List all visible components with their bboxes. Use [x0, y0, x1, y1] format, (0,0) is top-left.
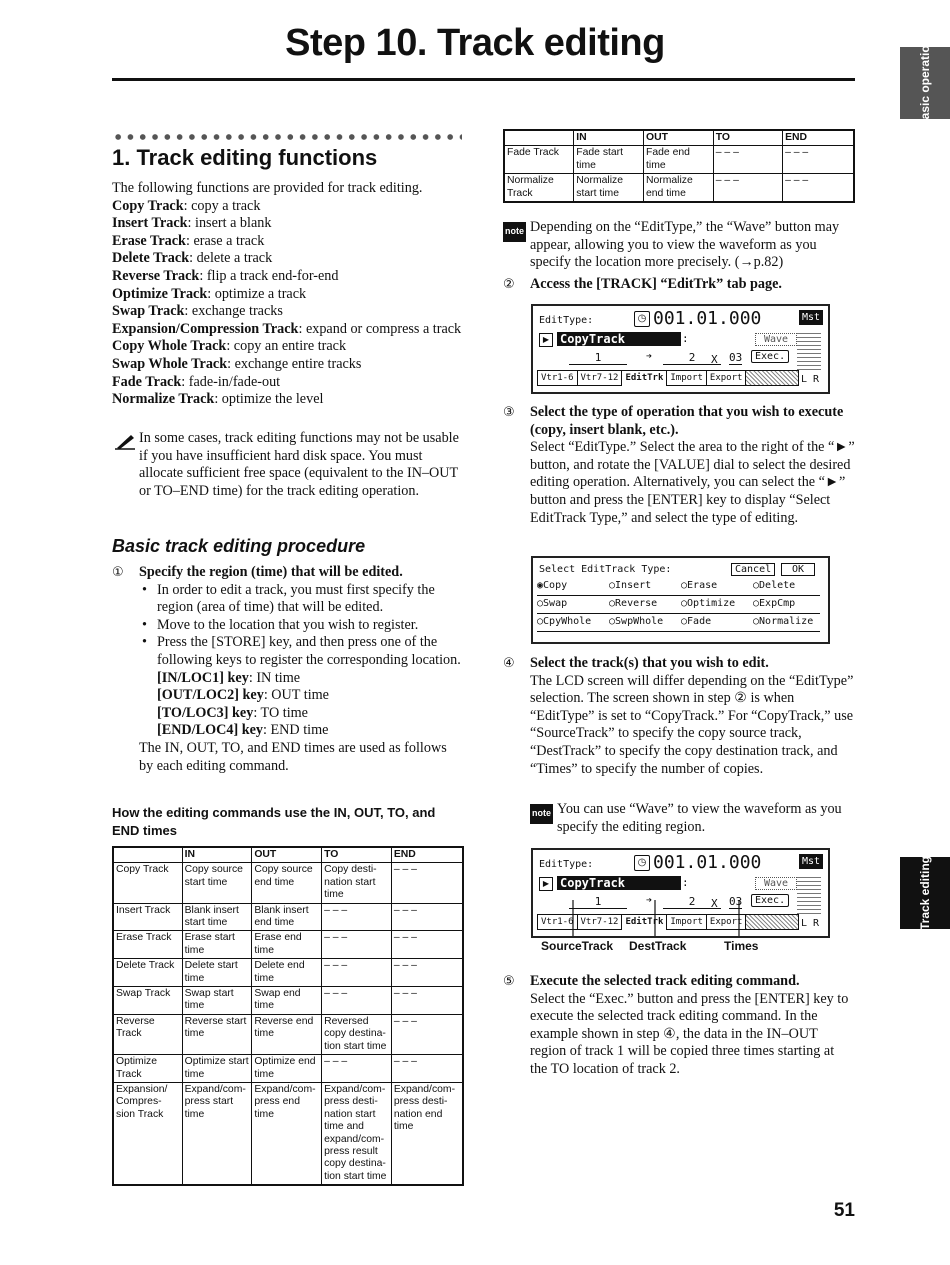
function-item [112, 198, 464, 216]
note-icon: note [530, 804, 553, 824]
radio-icon: ○ [609, 598, 616, 609]
lcd-tab[interactable]: Vtr1-6 [537, 914, 578, 930]
function-name: Reverse Track [112, 267, 200, 284]
function-name: Copy Track [112, 197, 184, 214]
procedure-heading: Basic track editing procedure [112, 536, 366, 556]
table-cell: – – – [322, 931, 392, 959]
step3-block [503, 404, 855, 527]
function-name: Expansion/Compression Track [112, 320, 299, 337]
note2-text: You can use “Wave” to view the waveform as you specify the editing region. [557, 801, 842, 835]
level-meter [797, 332, 821, 370]
table-row [113, 863, 463, 903]
intro-text: The following functions are provided for track editing. [112, 180, 423, 196]
note-icon: note [503, 222, 526, 242]
title-rule [112, 78, 855, 81]
option-swpwhole[interactable] [609, 616, 663, 627]
select-edittrack-dialog [531, 556, 830, 644]
note1-block [503, 219, 855, 272]
key-desc: : OUT time [263, 687, 329, 704]
note2-block [530, 801, 855, 836]
edittype-label: EditType: [539, 315, 594, 326]
step4-title: Select the track(s) that you wish to edit. [530, 655, 769, 671]
option-insert[interactable] [609, 580, 651, 591]
lcd-tab[interactable]: EditTrk [621, 914, 667, 930]
function-desc: : copy an entire track [226, 338, 347, 355]
option-expcmp[interactable] [753, 598, 795, 609]
function-item [112, 356, 464, 374]
key-item [157, 687, 464, 705]
lcd-tab[interactable]: EditTrk [621, 370, 667, 386]
tab-bar-fill [745, 370, 799, 386]
step1-title: Specify the region (time) that will be edited. [139, 564, 403, 580]
option-copy[interactable] [537, 580, 567, 591]
function-item [112, 321, 464, 339]
step4-text: The LCD screen will differ depending on the “EditType” selection. The screen shown in step ② is when “EditType” is set to “CopyTrack.” For “CopyTrack,” use “SourceTrack” to specify the copy source track, “DestTrack” to specify the copy destination track, and “Times” to specify the number of copies. [530, 672, 854, 777]
table-cell: – – – [391, 1014, 463, 1054]
lcd-edittrk-screen [531, 304, 830, 394]
step2-number: ② [503, 277, 515, 292]
ok-button[interactable]: OK [781, 563, 815, 576]
radio-icon: ○ [753, 616, 760, 627]
master-badge: Mst [799, 854, 823, 869]
exec-button[interactable]: Exec. [751, 350, 789, 363]
option-label: CpyWhole [543, 616, 592, 627]
dialog-title: Select EditTrack Type: [539, 564, 672, 575]
table-cell: Expand/com-press desti-nation end time [391, 1082, 463, 1185]
table-header [504, 130, 574, 146]
table-cell: Erase Track [113, 931, 182, 959]
step1-bullet: In order to edit a track, you must first specify the region (area of time) that will be edited. [157, 581, 435, 616]
function-desc: : flip a track end-for-end [199, 267, 339, 284]
radio-icon: ○ [753, 580, 760, 591]
table-row [504, 174, 854, 202]
function-item [112, 338, 464, 356]
caution-text: In some cases, track editing functions may not be usable if you have insufficient hard disk space. You must allocate sufficient free space (equivalent to the IN–OUT or TO–END time) for the track editing operation. [139, 430, 459, 499]
function-desc: : exchange entire tracks [227, 355, 362, 372]
table-header: IN [574, 130, 644, 146]
table-cell: Reverse end time [252, 1014, 322, 1054]
table-row [113, 903, 463, 931]
radio-icon: ○ [609, 580, 616, 591]
option-label: Reverse [615, 598, 658, 609]
function-name: Swap Whole Track [112, 355, 228, 372]
radio-icon: ○ [537, 616, 544, 627]
table-header: END [783, 130, 854, 146]
key-name: [END/LOC4] key [157, 722, 264, 739]
clock-icon: ◷ [634, 311, 650, 327]
table-cell: – – – [322, 903, 392, 931]
function-name: Delete Track [112, 250, 190, 267]
table-cell: – – – [391, 931, 463, 959]
function-name: Copy Whole Track [112, 338, 227, 355]
section-dots [112, 133, 462, 141]
step1-block: ① Specify the region (time) that will be edited. • In order to edit a track, you must first specify the region (area of time) that will be edited. • Move to the location that you wish to register. • Press the [STORE] key, and then press one of the following keys to register the corresponding location. [IN/LOC1] key: IN time [OUT/LOC2] key: OUT time [TO/LOC3] key: TO time [END/LOC4] key: END time The IN, OUT, TO, and END times are used as follows by each editing command. [112, 564, 464, 775]
key-name: [TO/LOC3] key [157, 704, 254, 721]
table-cell: – – – [713, 174, 782, 202]
edittype-value[interactable]: CopyTrack [557, 876, 681, 890]
functions-list [112, 180, 464, 409]
function-desc: : expand or compress a track [298, 320, 462, 337]
table-cell: Erase start time [182, 931, 252, 959]
callout-source-track: SourceTrack [541, 939, 614, 953]
callout-lines [531, 900, 791, 940]
table-cell: Copy source end time [252, 863, 322, 903]
edittype-value[interactable]: CopyTrack [557, 332, 681, 346]
key-name: [IN/LOC1] key [157, 669, 249, 686]
side-tab-track-editing [900, 857, 950, 929]
table-cell: Expand/com-press end time [252, 1082, 322, 1185]
callout-dest-track: DestTrack [629, 939, 687, 953]
function-desc: : insert a blank [187, 215, 272, 232]
table-cell: Normalize Track [504, 174, 574, 202]
option-optimize[interactable] [681, 598, 735, 609]
table-cell: – – – [322, 1055, 392, 1083]
times-field[interactable]: 03 [729, 895, 743, 908]
wave-button[interactable]: Wave [755, 877, 797, 890]
table-cell: Copy Track [113, 863, 182, 903]
function-desc: : optimize the level [214, 391, 324, 408]
function-name: Erase Track [112, 232, 186, 249]
option-label: Optimize [687, 598, 736, 609]
option-label: Delete [759, 580, 796, 591]
table-cell: Insert Track [113, 903, 182, 931]
arrow-icon: ➔ [646, 351, 653, 362]
step3-text: Select “EditType.” Select the area to the right of the “►” button, and rotate the [VALUE] dial to select the desired editing operation. Alternatively, you can select the “►” button and press the [ENTER] key to display “Select EditTrack Type,” and select the type of editing. [530, 439, 855, 526]
function-item [112, 286, 464, 304]
table-cell: Delete start time [182, 959, 252, 987]
section-heading: 1. Track editing functions [112, 145, 378, 170]
option-label: Copy [543, 580, 568, 591]
table-cell: Fade Track [504, 146, 574, 174]
table-cell: Reversed copy destina-tion start time [322, 1014, 392, 1054]
table-heading: How the editing commands use the IN, OUT, TO, and END times [112, 805, 436, 838]
table-cell: Expand/com-press start time [182, 1082, 252, 1185]
option-row-divider [537, 631, 820, 632]
step4-number: ④ [503, 656, 515, 671]
step5-block [503, 973, 855, 1079]
step1-after: The IN, OUT, TO, and END times are used as follows by each editing command. [139, 739, 447, 774]
radio-icon: ○ [681, 580, 688, 591]
step2-title: Access the [TRACK] “EditTrk” tab page. [530, 276, 782, 292]
side-tab-label: Basic operation [918, 37, 932, 129]
function-item [112, 374, 464, 392]
table-cell: Erase end time [252, 931, 322, 959]
function-desc: : delete a track [189, 250, 273, 267]
table-cell: Normalize start time [574, 174, 644, 202]
table-cell: Blank insert end time [252, 903, 322, 931]
table-cell: Expansion/ Compres-sion Track [113, 1082, 182, 1185]
option-label: Normalize [759, 616, 814, 627]
table-cell: Delete end time [252, 959, 322, 987]
pencil-icon [114, 432, 136, 450]
times-x: X [711, 353, 718, 366]
radio-icon: ◉ [537, 580, 544, 591]
side-tab-basic-operation [900, 37, 950, 129]
table-row [113, 959, 463, 987]
table-cell: Optimize start time [182, 1055, 252, 1083]
lcd-tab[interactable]: Vtr7-12 [577, 370, 623, 386]
table-cell: – – – [391, 959, 463, 987]
option-row-divider [537, 613, 820, 614]
arrow-icon: ➔ [646, 895, 653, 906]
radio-icon: ○ [753, 598, 760, 609]
lcd-tab[interactable]: Import [666, 370, 707, 386]
source-track-field[interactable]: 1 [569, 895, 627, 909]
table-cell: Fade end time [644, 146, 714, 174]
table-cell: Copy source start time [182, 863, 252, 903]
dest-track-field[interactable]: 2 [663, 351, 721, 365]
option-label: Swap [543, 598, 568, 609]
table-cell: Fade start time [574, 146, 644, 174]
clock-icon: ◷ [634, 855, 650, 871]
function-name: Normalize Track [112, 391, 215, 408]
key-item [157, 670, 464, 688]
edittype-play-button[interactable]: ▶ [539, 333, 553, 347]
table-cell: Blank insert start time [182, 903, 252, 931]
function-item [112, 391, 464, 409]
table-row [113, 1055, 463, 1083]
table-row [113, 987, 463, 1015]
radio-icon: ○ [537, 598, 544, 609]
radio-icon: ○ [681, 598, 688, 609]
function-item [112, 268, 464, 286]
function-desc: : optimize a track [207, 285, 307, 302]
step1-bullet: Move to the location that you wish to register. [157, 616, 419, 633]
lcd-tab[interactable]: Export [706, 914, 747, 930]
table-cell: – – – [322, 987, 392, 1015]
wave-button[interactable]: Wave [755, 333, 797, 346]
table-cell: Normalize end time [644, 174, 714, 202]
time-display: 001.01.000 [653, 308, 762, 329]
times-field[interactable]: 03 [729, 351, 743, 364]
step1-number: ① [112, 565, 124, 580]
lcd-tab[interactable]: Vtr7-12 [577, 914, 623, 930]
table-cell: Delete Track [113, 959, 182, 987]
function-name: Insert Track [112, 215, 188, 232]
table-cell: Swap Track [113, 987, 182, 1015]
table-header: OUT [252, 847, 322, 863]
lr-label: L R [801, 374, 820, 385]
table-header: OUT [644, 130, 714, 146]
table-cell: Swap end time [252, 987, 322, 1015]
option-grid [537, 580, 820, 636]
option-reverse[interactable] [609, 598, 657, 609]
table-row [504, 146, 854, 174]
function-desc: : copy a track [183, 197, 261, 214]
step4-block [503, 655, 855, 778]
side-tab-label: Track editing [918, 855, 932, 931]
step3-number: ③ [503, 405, 515, 420]
option-label: Fade [687, 616, 712, 627]
edittype-play-button[interactable]: ▶ [539, 877, 553, 891]
edit-commands-table [112, 846, 464, 1186]
table-cell: Copy desti-nation start time [322, 863, 392, 903]
function-item [112, 215, 464, 233]
option-swap[interactable] [537, 598, 567, 609]
source-track-field[interactable]: 1 [569, 351, 627, 365]
option-label: Insert [615, 580, 652, 591]
edit-commands-table-continued [503, 129, 855, 203]
table-header: TO [713, 130, 782, 146]
table-cell: – – – [783, 174, 854, 202]
table-cell: Reverse Track [113, 1014, 182, 1054]
function-desc: : fade-in/fade-out [181, 373, 281, 390]
table-cell: – – – [391, 1055, 463, 1083]
lcd-tab[interactable]: Import [666, 914, 707, 930]
step5-number: ⑤ [503, 974, 515, 989]
table-cell: – – – [391, 863, 463, 903]
radio-icon: ○ [609, 616, 616, 627]
step5-title: Execute the selected track editing command. [530, 973, 800, 989]
table-cell: – – – [391, 987, 463, 1015]
table-header: IN [182, 847, 252, 863]
level-meter [797, 876, 821, 914]
function-item [112, 303, 464, 321]
key-item [157, 705, 464, 723]
table-cell: Optimize end time [252, 1055, 322, 1083]
note1-text: Depending on the “EditType,” the “Wave” button may appear, allowing you to view the waveform as you specify the location more precisely. (→p.82) [530, 219, 840, 271]
cancel-button[interactable]: Cancel [731, 563, 775, 576]
radio-icon: ○ [681, 616, 688, 627]
edittype-colon: : [682, 876, 689, 889]
table-cell: Reverse start time [182, 1014, 252, 1054]
table-header [113, 847, 182, 863]
function-name: Swap Track [112, 303, 185, 320]
lcd-tab-bar [537, 370, 799, 386]
callout-times: Times [724, 939, 759, 953]
function-desc: : exchange tracks [184, 303, 283, 320]
function-name: Optimize Track [112, 285, 208, 302]
table-cell: – – – [713, 146, 782, 174]
key-desc: : END time [263, 722, 329, 739]
key-item [157, 722, 464, 740]
table-cell: Optimize Track [113, 1055, 182, 1083]
option-delete[interactable] [753, 580, 795, 591]
master-badge: Mst [799, 310, 823, 325]
table-row [113, 1082, 463, 1185]
option-row-divider [537, 595, 820, 596]
option-label: SwpWhole [615, 616, 664, 627]
step2-block [503, 276, 855, 294]
option-cpywhole[interactable] [537, 616, 591, 627]
table-cell: Expand/com-press desti-nation start time and expand/com-press result copy destina-tion start time [322, 1082, 392, 1185]
function-item [112, 233, 464, 251]
caution-block [112, 430, 464, 500]
edittype-label: EditType: [539, 859, 594, 870]
option-label: ExpCmp [759, 598, 796, 609]
table-row [113, 931, 463, 959]
table-row [113, 1014, 463, 1054]
dest-track-field[interactable]: 2 [663, 895, 721, 909]
table-header: TO [322, 847, 392, 863]
exec-button[interactable]: Exec. [751, 894, 789, 907]
function-item [112, 250, 464, 268]
time-display: 001.01.000 [653, 852, 762, 873]
option-normalize[interactable] [753, 616, 813, 627]
page-number: 51 [833, 1200, 855, 1221]
key-name: [OUT/LOC2] key [157, 687, 264, 704]
table-cell: Swap start time [182, 987, 252, 1015]
table-cell: – – – [322, 959, 392, 987]
times-x: X [711, 897, 718, 910]
table-cell: – – – [783, 146, 854, 174]
function-desc: : erase a track [185, 232, 265, 249]
key-desc: : TO time [253, 704, 308, 721]
edittype-colon: : [682, 332, 689, 345]
lcd-tab[interactable]: Vtr1-6 [537, 370, 578, 386]
key-desc: : IN time [248, 669, 301, 686]
option-label: Erase [687, 580, 718, 591]
page-title: Step 10. Track editing [285, 22, 665, 64]
function-name: Fade Track [112, 373, 182, 390]
lcd-tab[interactable]: Export [706, 370, 747, 386]
step3-title: Select the type of operation that you wish to execute (copy, insert blank, etc.). [530, 404, 844, 438]
step5-text: Select the “Exec.” button and press the [ENTER] key to execute the selected track editing command. In the example shown in step ④, the data in the IN–OUT region of track 1 will be copied three times starting at the TO location of track 2. [530, 990, 849, 1077]
table-header: END [391, 847, 463, 863]
table-cell: – – – [391, 903, 463, 931]
lr-label: L R [801, 918, 820, 929]
step1-bullet: Press the [STORE] key, and then press one of the following keys to register the corresponding location. [157, 634, 461, 668]
option-erase[interactable] [681, 580, 717, 591]
option-fade[interactable] [681, 616, 711, 627]
